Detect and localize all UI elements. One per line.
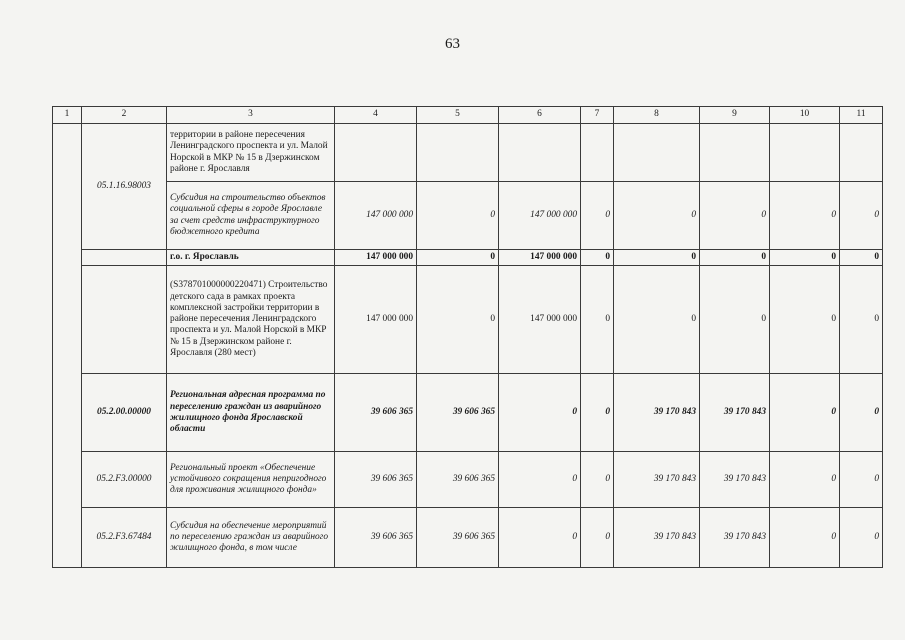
value-cell: 39 606 365: [417, 452, 499, 508]
value-cell: 0: [499, 374, 581, 452]
value-cell: 0: [499, 452, 581, 508]
header-row: [53, 107, 883, 124]
value-cell: 0: [417, 250, 499, 266]
header-cell: 1: [53, 107, 82, 124]
description-cell: Региональный проект «Обеспечение устойчивого сокращения непригодного для проживания жилищного фонда»: [167, 452, 335, 508]
value-cell: 39 170 843: [614, 452, 700, 508]
value-cell: 147 000 000: [335, 266, 417, 374]
table-row: [53, 266, 883, 374]
budget-table: [52, 106, 883, 568]
value-cell: 39 606 365: [335, 452, 417, 508]
code-cell: 05.1.16.98003: [82, 124, 167, 250]
value-cell: 39 170 843: [614, 508, 700, 568]
description-cell: (S378701000000220471) Строительство детского сада в рамках проекта комплексной застройки территории в районе пересечения Ленинградского проспекта и ул. Малой Норской в МКР № 15 в Дзержинском районе г. Ярославля (280 мест): [167, 266, 335, 374]
value-cell: 0: [700, 250, 770, 266]
value-cell: 39 606 365: [417, 508, 499, 568]
description-cell: г.о. г. Ярославль: [167, 250, 335, 266]
header-cell: 3: [167, 107, 335, 124]
page-number: 63: [445, 36, 460, 52]
value-cell: 0: [499, 508, 581, 568]
value-cell: 0: [770, 250, 840, 266]
description-cell: Субсидия на обеспечение мероприятий по переселению граждан из аварийного жилищного фонда, в том числе: [167, 508, 335, 568]
code-cell: 05.2.F3.67484: [82, 508, 167, 568]
value-cell: 0: [840, 266, 883, 374]
value-cell: 0: [770, 374, 840, 452]
code-cell: 05.2.F3.00000: [82, 452, 167, 508]
description-cell: Субсидия на строительство объектов социальной сферы в городе Ярославле за счет средств инфраструктурного бюджетного кредита: [167, 182, 335, 250]
value-cell: 0: [840, 452, 883, 508]
value-cell: 0: [840, 182, 883, 250]
value-cell: [417, 124, 499, 182]
value-cell: 147 000 000: [499, 182, 581, 250]
header-cell: 8: [614, 107, 700, 124]
table-row: [53, 374, 883, 452]
code-cell: [82, 266, 167, 374]
value-cell: 0: [770, 452, 840, 508]
value-cell: 147 000 000: [499, 266, 581, 374]
description-cell: территории в районе пересечения Ленинградского проспекта и ул. Малой Норской в МКР № 15 в Дзержинском районе г. Ярославля: [167, 124, 335, 182]
value-cell: [614, 124, 700, 182]
value-cell: 0: [581, 182, 614, 250]
value-cell: 0: [700, 182, 770, 250]
value-cell: 39 606 365: [335, 508, 417, 568]
value-cell: 0: [581, 250, 614, 266]
table-row: [53, 124, 883, 182]
value-cell: 147 000 000: [335, 182, 417, 250]
header-cell: 11: [840, 107, 883, 124]
value-cell: 0: [770, 266, 840, 374]
value-cell: 39 170 843: [700, 508, 770, 568]
value-cell: 0: [581, 266, 614, 374]
value-cell: 0: [614, 182, 700, 250]
value-cell: 0: [417, 266, 499, 374]
description-cell: Региональная адресная программа по переселению граждан из аварийного жилищного фонда Ярославской области: [167, 374, 335, 452]
header-cell: 9: [700, 107, 770, 124]
value-cell: 39 606 365: [335, 374, 417, 452]
value-cell: 39 170 843: [700, 374, 770, 452]
value-cell: 0: [840, 508, 883, 568]
value-cell: 0: [417, 182, 499, 250]
header-cell: 6: [499, 107, 581, 124]
value-cell: 39 170 843: [614, 374, 700, 452]
value-cell: 0: [614, 250, 700, 266]
value-cell: 0: [840, 250, 883, 266]
value-cell: [840, 124, 883, 182]
table-row: [53, 250, 883, 266]
table-row: [53, 452, 883, 508]
value-cell: 0: [581, 508, 614, 568]
col1-cell: [53, 124, 82, 568]
value-cell: 0: [581, 374, 614, 452]
value-cell: 0: [840, 374, 883, 452]
value-cell: 147 000 000: [499, 250, 581, 266]
header-cell: 10: [770, 107, 840, 124]
value-cell: 39 170 843: [700, 452, 770, 508]
value-cell: 0: [770, 182, 840, 250]
value-cell: [335, 124, 417, 182]
value-cell: 0: [700, 266, 770, 374]
value-cell: 0: [770, 508, 840, 568]
value-cell: 147 000 000: [335, 250, 417, 266]
value-cell: [700, 124, 770, 182]
header-cell: 7: [581, 107, 614, 124]
value-cell: [581, 124, 614, 182]
header-cell: 2: [82, 107, 167, 124]
value-cell: 0: [614, 266, 700, 374]
table-row: [53, 182, 883, 250]
header-cell: 4: [335, 107, 417, 124]
value-cell: [499, 124, 581, 182]
header-cell: 5: [417, 107, 499, 124]
code-cell: 05.2.00.00000: [82, 374, 167, 452]
table-row: [53, 508, 883, 568]
code-cell: [82, 250, 167, 266]
value-cell: 39 606 365: [417, 374, 499, 452]
value-cell: [770, 124, 840, 182]
value-cell: 0: [581, 452, 614, 508]
